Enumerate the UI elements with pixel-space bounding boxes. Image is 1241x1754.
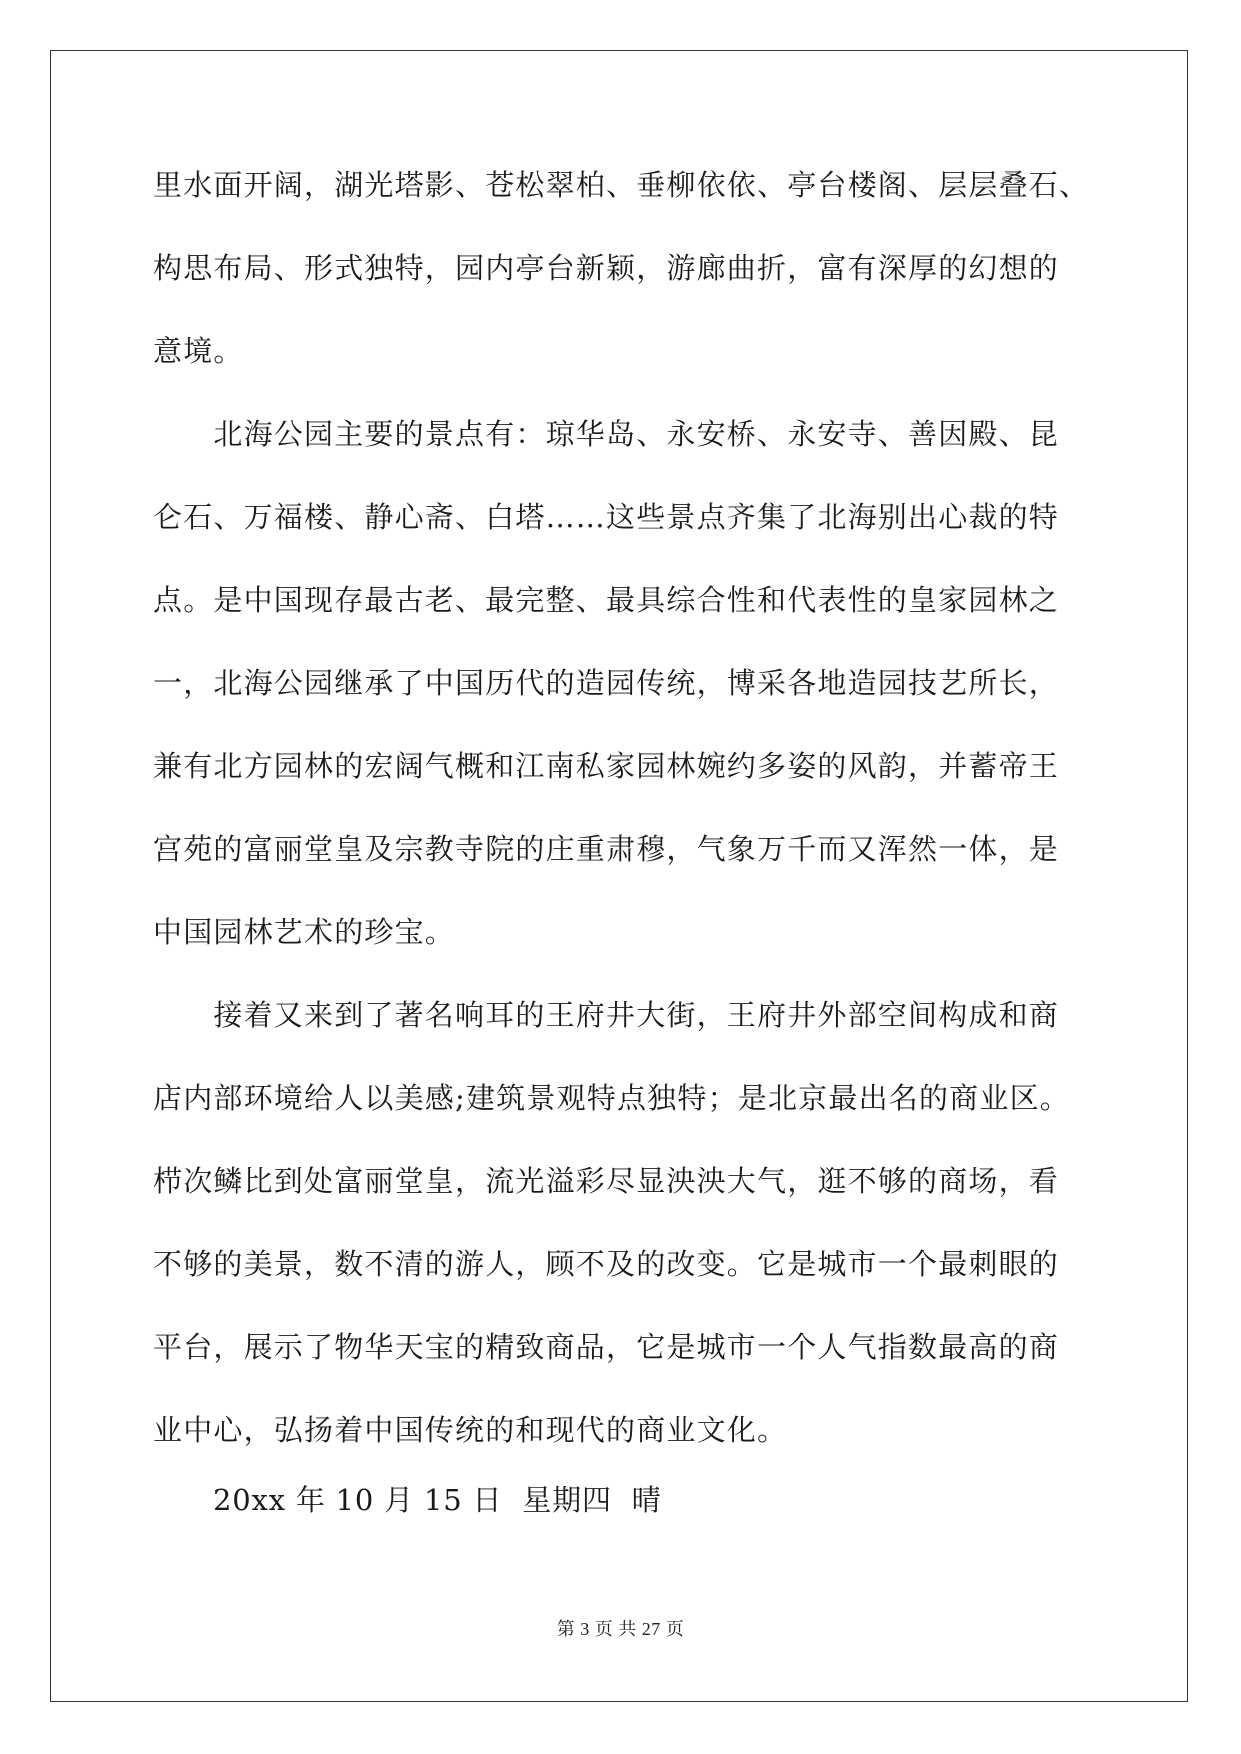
text-line: 平台，展示了物华天宝的精致商品，它是城市一个人气指数最高的商 (153, 1330, 1060, 1364)
text-line: 店内部环境给人以美感;建筑景观特点独特；是北京最出名的商业区。 (153, 1081, 1070, 1115)
text-line: 中国园林艺术的珍宝。 (153, 915, 456, 949)
text-line: 构思布局、形式独特，园内亭台新颖，游廊曲折，富有深厚的幻想的 (153, 251, 1060, 285)
text-line: 接着又来到了著名响耳的王府井大街，王府井外部空间构成和商 (153, 998, 1060, 1032)
text-line: 业中心，弘扬着中国传统的和现代的商业文化。 (153, 1413, 788, 1447)
text-line: 宫苑的富丽堂皇及宗教寺院的庄重肃穆，气象万千而又浑然一体，是 (153, 832, 1060, 866)
text-line: 意境。 (153, 334, 244, 368)
text-line: 不够的美景，数不清的游人，顾不及的改变。它是城市一个最刺眼的 (153, 1247, 1060, 1281)
text-line: 栉次鳞比到处富丽堂皇，流光溢彩尽显泱泱大气，逛不够的商场，看 (153, 1164, 1060, 1198)
text-line: 里水面开阔，湖光塔影、苍松翠柏、垂柳依依、亭台楼阁、层层叠石、 (153, 168, 1090, 202)
text-line: 一，北海公园继承了中国历代的造园传统，博采各地造园技艺所长， (153, 666, 1060, 700)
diary-date-line: 20xx 年 10 月 15 日 星期四 晴 (213, 1483, 662, 1517)
document-body (153, 160, 1093, 1488)
text-line: 仑石、万福楼、静心斋、白塔……这些景点齐集了北海别出心裁的特 (153, 500, 1060, 534)
page-footer: 第 3 页 共 27 页 (556, 1619, 685, 1639)
text-line: 北海公园主要的景点有：琼华岛、永安桥、永安寺、善因殿、昆 (153, 417, 1060, 451)
text-line: 点。是中国现存最古老、最完整、最具综合性和代表性的皇家园林之 (153, 583, 1060, 617)
text-line: 兼有北方园林的宏阔气概和江南私家园林婉约多姿的风韵，并蓄帝王 (153, 749, 1060, 783)
